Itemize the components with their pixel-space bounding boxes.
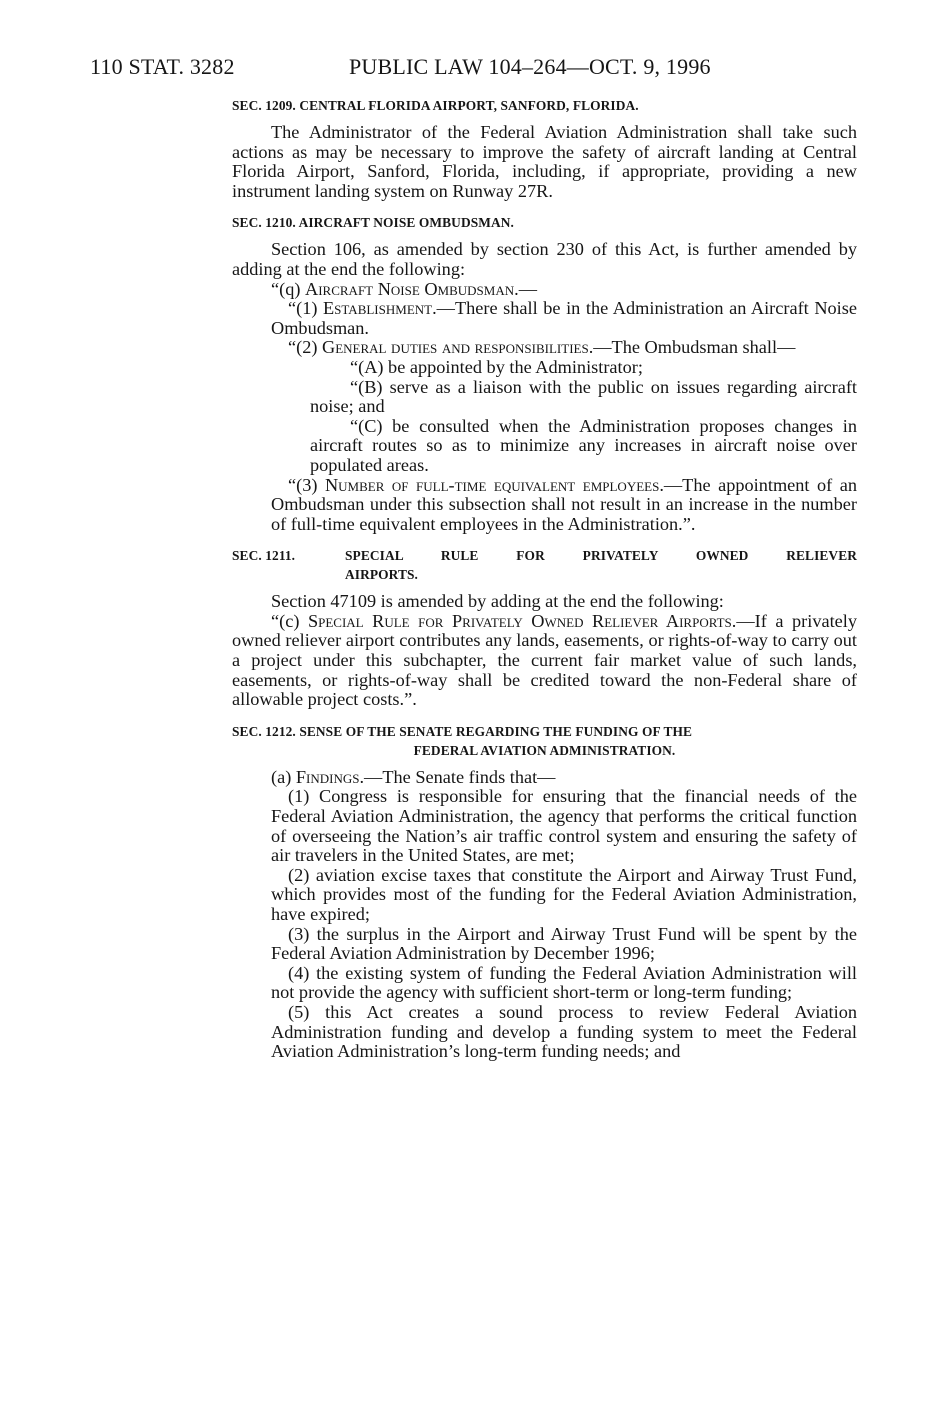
- paragraph-1: [271, 299, 857, 338]
- section-1211-number: SEC. 1211.: [232, 548, 296, 564]
- subsection-a-label: (a): [271, 766, 296, 787]
- subsection-c-text: .—If a privately owned reliever airport contributes any lands, easements, or rights-of-way to carry out a project under this subchapter, the current fair market value of such lands, easements, or rights-of-way shall be credited toward the non-Federal share of allowable project costs.”.: [232, 610, 857, 710]
- paragraph-3-block: [271, 476, 857, 535]
- section-1212-heading: [232, 722, 857, 760]
- subsection-c-title: Special Rule for Privately Owned Reliever Airports: [307, 610, 732, 631]
- subparagraph-c: “(C) be consulted when the Administration proposes changes in aircraft routes so as to minimize any increases in aircraft noise over populated areas.: [310, 415, 857, 475]
- section-1209-heading: SEC. 1209. CENTRAL FLORIDA AIRPORT, SANFORD, FLORIDA.: [232, 98, 639, 113]
- finding-item: (1) Congress is responsible for ensuring that the financial needs of the Federal Aviation Administration, the agency that performs the critical function of overseeing the Nation’s air traffic control system and ensuring the safety of air travelers in the United States, are met;: [271, 786, 857, 866]
- section-1210-quoted-text: [271, 280, 857, 358]
- document-body: [232, 96, 857, 1062]
- section-1211-title-line1: SPECIAL RULE FOR PRIVATELY OWNED RELIEVER: [345, 548, 857, 564]
- subsection-c: [232, 612, 857, 710]
- section-1211-title-line2: AIRPORTS.: [345, 567, 418, 583]
- subsection-c-label: “(c): [271, 610, 308, 631]
- paragraph-1-label: “(1): [288, 298, 324, 319]
- section-1211-title: [345, 546, 857, 584]
- subparagraph-a: “(A) be appointed by the Administrator;: [350, 356, 643, 377]
- paragraph-2: [271, 338, 857, 358]
- page-stat-reference: 110 STAT. 3282: [90, 54, 235, 79]
- section-1211-intro: Section 47109 is amended by adding at the end the following:: [271, 591, 724, 612]
- paragraph-2-title: General duties and responsibilities: [322, 337, 589, 358]
- section-1211-heading: [232, 546, 857, 584]
- subsection-q: [271, 280, 857, 300]
- subsection-a-title: Findings: [295, 766, 360, 787]
- section-1212-heading-line2: FEDERAL AVIATION ADMINISTRATION.: [413, 742, 676, 758]
- section-1209-text: The Administrator of the Federal Aviation Administration shall take such actions as may be necessary to improve the safety of aircraft landing at Central Florida Airport, Sanford, Florida, including, if appropriate, providing a new instrument landing system on Runway 27R.: [232, 122, 857, 201]
- paragraph-3-text: .—The appointment of an Ombudsman under this subsection shall not result in an increase in the number of full-time equivalent employees in the Administration.”.: [271, 474, 858, 534]
- subsection-q-dash: .—: [514, 278, 537, 299]
- finding-item: (4) the existing system of funding the Federal Aviation Administration will not provide the agency with sufficient short-term or long-term funding;: [271, 962, 857, 1003]
- subsection-a-findings: [232, 768, 857, 788]
- paragraph-3-title: Number of full-time equivalent employees: [324, 474, 660, 495]
- paragraph-1-text: .—There shall be in the Administration an Aircraft Noise Ombudsman.: [271, 298, 857, 338]
- paragraph-1-title: Establishment: [323, 298, 433, 319]
- paragraph-2-subparagraphs: [310, 358, 857, 476]
- subsection-q-title: Aircraft Noise Ombudsman: [305, 278, 515, 299]
- section-1212-heading-line1: SEC. 1212. SENSE OF THE SENATE REGARDING THE FUNDING OF THE: [232, 723, 693, 739]
- subsection-q-label: “(q): [271, 278, 306, 299]
- findings-list: [271, 787, 857, 1061]
- finding-item: (3) the surplus in the Airport and Airway Trust Fund will be spent by the Federal Aviation Administration by December 1996;: [271, 923, 857, 964]
- paragraph-2-text: .—The Ombudsman shall—: [588, 337, 796, 358]
- paragraph-3: [271, 476, 857, 535]
- finding-item: (2) aviation excise taxes that constitute the Airport and Airway Trust Fund, which provides most of the funding for the Federal Aviation Administration, have expired;: [271, 864, 857, 924]
- paragraph-3-label: “(3): [288, 474, 325, 495]
- subparagraph-b: “(B) serve as a liaison with the public on issues regarding aircraft noise; and: [310, 376, 857, 417]
- section-1210-heading: SEC. 1210. AIRCRAFT NOISE OMBUDSMAN.: [232, 215, 514, 231]
- finding-item: (5) this Act creates a sound process to review Federal Aviation Administration funding and develop a funding system to meet the Federal Aviation Administration’s long-term funding needs; and: [271, 1001, 857, 1062]
- page-running-head: PUBLIC LAW 104–264—OCT. 9, 1996: [349, 54, 711, 79]
- section-1210-intro: Section 106, as amended by section 230 of this Act, is further amended by adding at the end the following:: [232, 239, 857, 279]
- paragraph-2-label: “(2): [288, 337, 323, 358]
- subsection-a-text: .—The Senate finds that—: [359, 766, 556, 787]
